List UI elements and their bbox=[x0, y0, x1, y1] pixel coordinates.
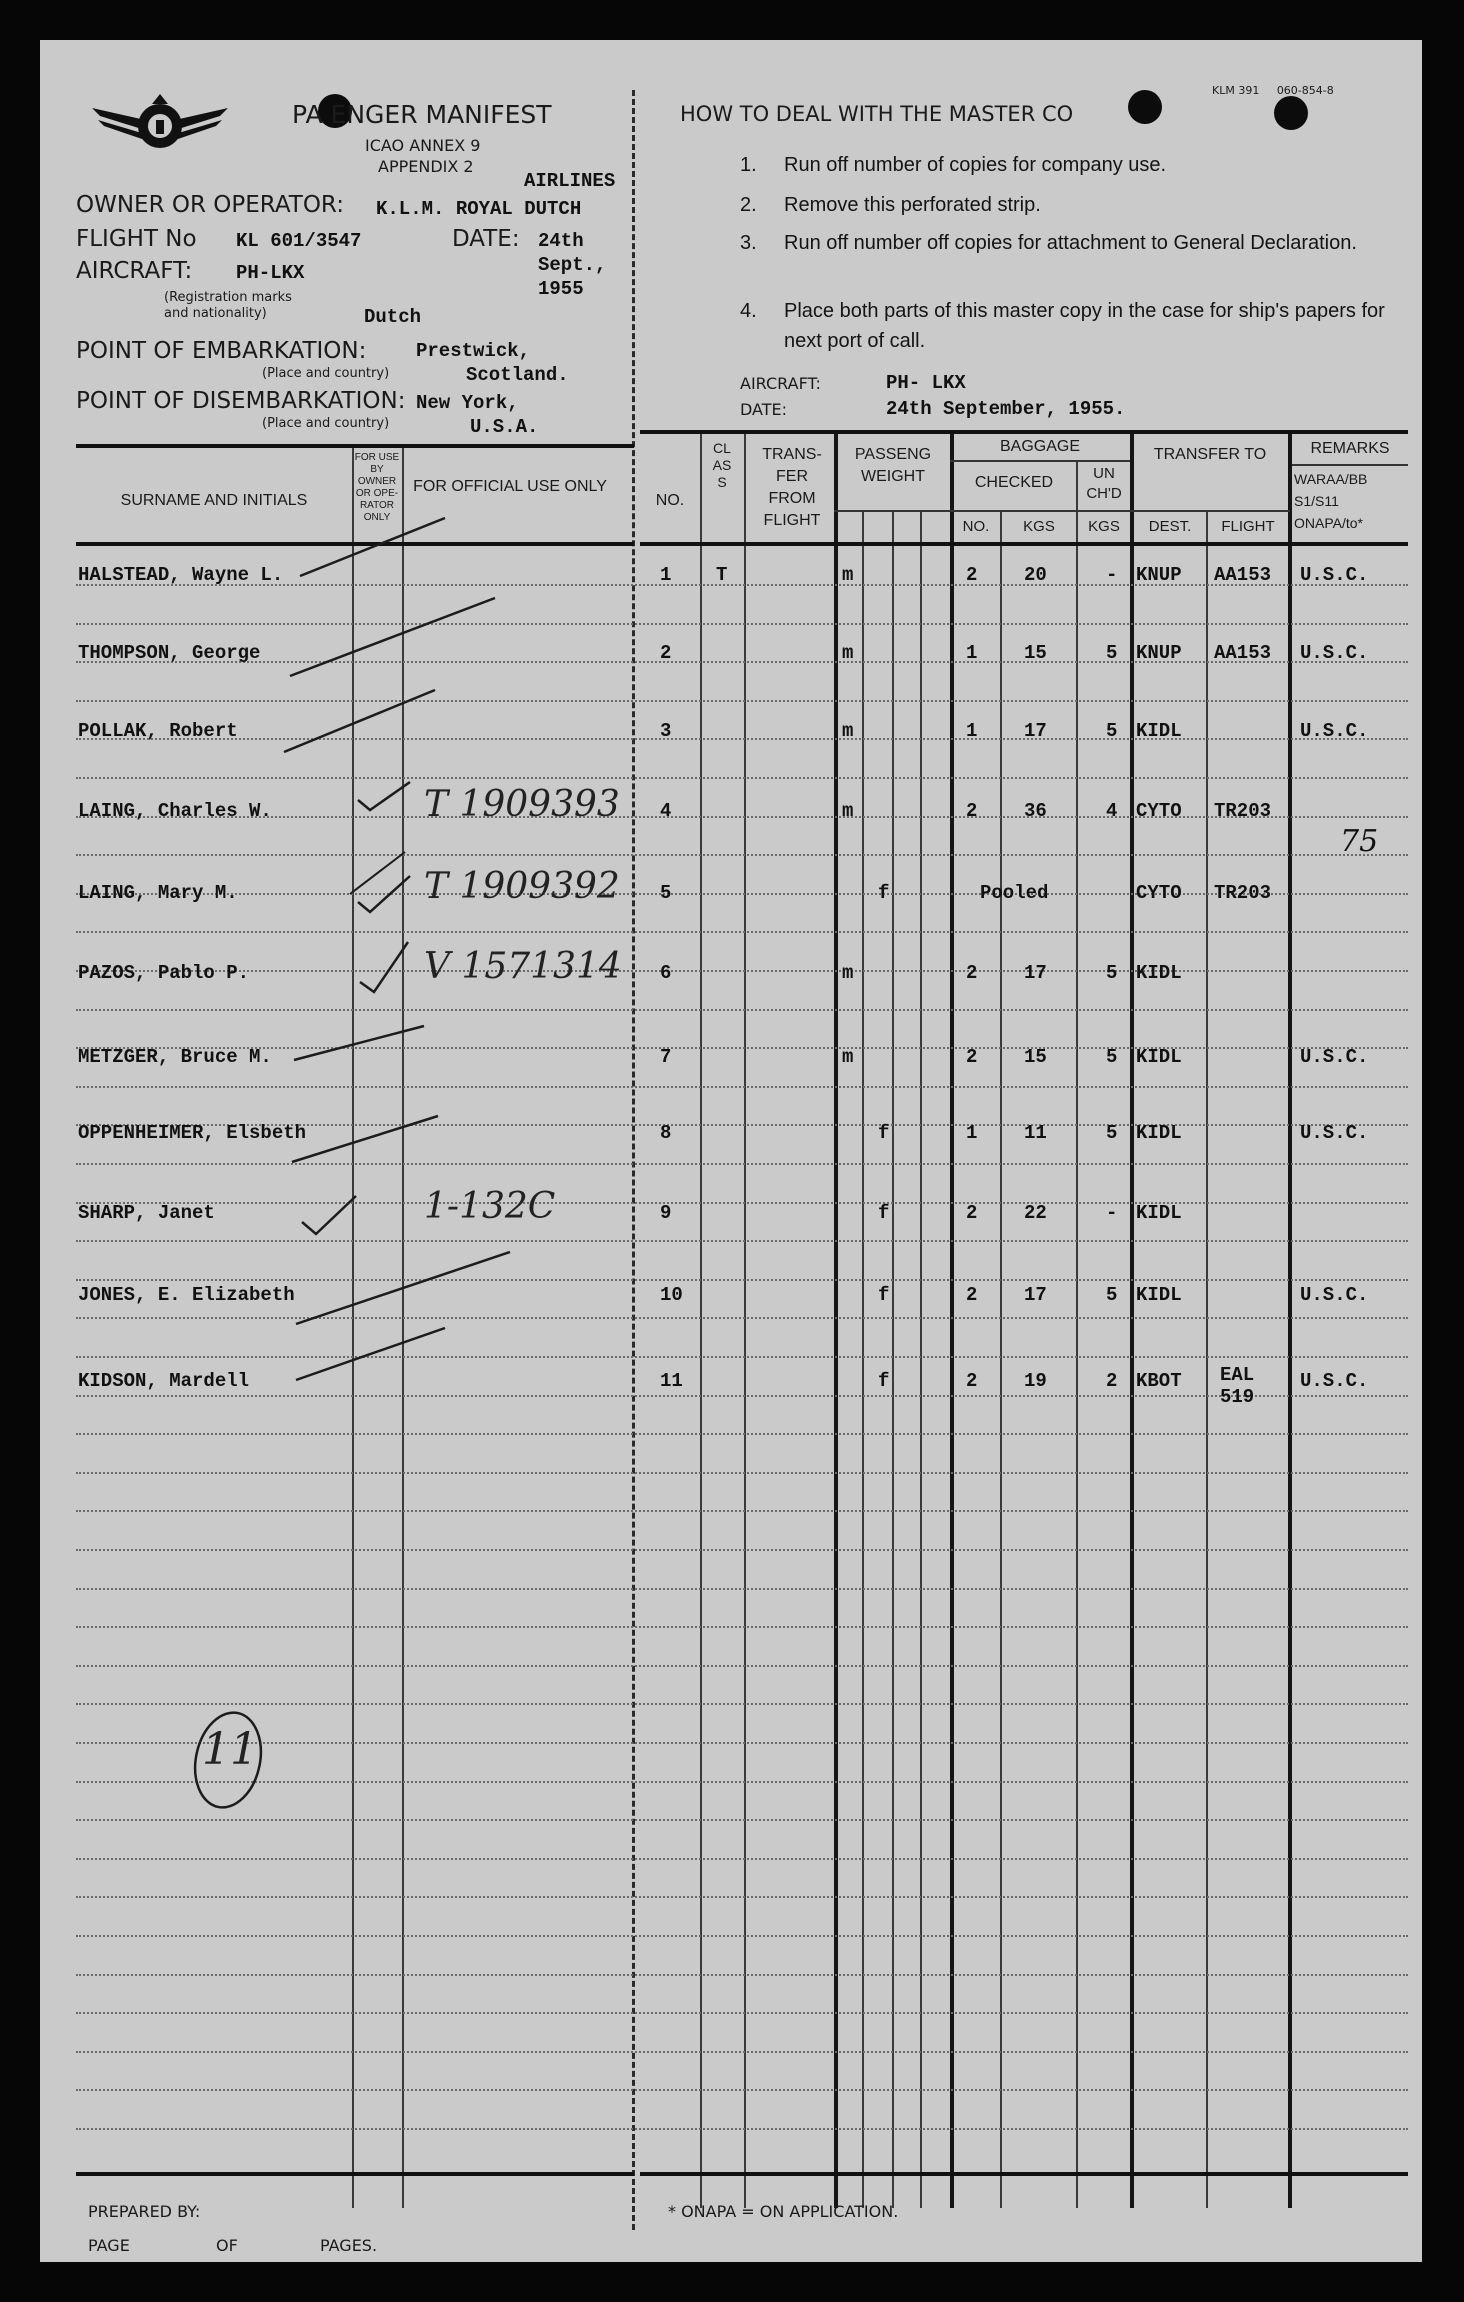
sex-value: m bbox=[842, 1046, 854, 1068]
tick-marks bbox=[40, 40, 1422, 2262]
transfer-dest: KNUP bbox=[1136, 642, 1182, 664]
disembarkation-place-note: (Place and country) bbox=[262, 416, 390, 431]
form-title: PA ENGER MANIFEST bbox=[292, 100, 552, 129]
appendix-label: APPENDIX 2 bbox=[378, 157, 474, 176]
bag-count: 2 bbox=[966, 1046, 978, 1068]
passenger-name: HALSTEAD, Wayne L. bbox=[78, 564, 284, 586]
transfer-flight: TR203 bbox=[1214, 800, 1272, 822]
bag-kgs: 17 bbox=[1024, 720, 1047, 742]
manifest-page bbox=[40, 40, 1422, 2262]
master-aircraft-label: AIRCRAFT: bbox=[740, 374, 821, 393]
sex-value: m bbox=[842, 800, 854, 822]
unchecked-kgs: 5 bbox=[1106, 1284, 1118, 1306]
bag-kgs: 19 bbox=[1024, 1370, 1047, 1392]
instruction-text-4: Place both parts of this master copy in the case for ship's papers for next port of call. bbox=[784, 300, 1385, 352]
bag-kgs: 17 bbox=[1024, 1284, 1047, 1306]
unchecked-kgs: 2 bbox=[1106, 1370, 1118, 1392]
bag-count: Pooled bbox=[980, 882, 1049, 904]
date-value-3: 1955 bbox=[538, 278, 584, 300]
unchecked-kgs: 4 bbox=[1106, 800, 1118, 822]
class-value: T bbox=[716, 564, 728, 586]
col-header-flight: FLIGHT bbox=[1221, 518, 1275, 535]
master-date-value: 24th September, 1955. bbox=[886, 398, 1126, 420]
bag-kgs: 11 bbox=[1024, 1122, 1047, 1144]
table-bottom-rule-right bbox=[640, 2172, 1408, 2176]
bag-kgs: 17 bbox=[1024, 962, 1047, 984]
row-number: 4 bbox=[660, 800, 672, 822]
passenger-count-circle: 11 bbox=[202, 1724, 258, 1775]
remarks-value: U.S.C. bbox=[1300, 642, 1369, 664]
bag-count: 1 bbox=[966, 642, 978, 664]
bag-kgs: 15 bbox=[1024, 642, 1047, 664]
sex-value: f bbox=[878, 882, 890, 904]
page-label: PAGE bbox=[88, 2236, 130, 2255]
transfer-dest: CYTO bbox=[1136, 800, 1182, 822]
passenger-name: PAZOS, Pablo P. bbox=[78, 962, 250, 984]
sex-value: f bbox=[878, 1122, 890, 1144]
remarks-value: U.S.C. bbox=[1300, 564, 1369, 586]
table-bottom-rule-left bbox=[76, 2172, 634, 2176]
passenger-name: LAING, Charles W. bbox=[78, 800, 272, 822]
form-code: KLM 391 060-854-8 bbox=[1212, 84, 1334, 97]
owner-label: OWNER OR OPERATOR: bbox=[76, 192, 344, 218]
passenger-name: OPPENHEIMER, Elsbeth bbox=[78, 1122, 307, 1144]
registration-note-1: (Registration marks bbox=[164, 290, 292, 305]
transfer-flight: AA153 bbox=[1214, 642, 1272, 664]
remarks-value: 75 bbox=[1340, 824, 1379, 859]
disembarkation-value-2: U.S.A. bbox=[470, 416, 539, 438]
instruction-num-2: 2. bbox=[740, 194, 757, 216]
official-use-entry: T 1909393 bbox=[424, 784, 620, 825]
unchecked-kgs: - bbox=[1106, 564, 1118, 586]
unchecked-kgs: 5 bbox=[1106, 642, 1118, 664]
instruction-num-4: 4. bbox=[740, 300, 757, 322]
transfer-dest: KIDL bbox=[1136, 1046, 1182, 1068]
remarks-value: U.S.C. bbox=[1300, 1122, 1369, 1144]
pages-label: PAGES. bbox=[320, 2236, 378, 2255]
master-aircraft-value: PH- LKX bbox=[886, 372, 966, 394]
remarks-value: U.S.C. bbox=[1300, 720, 1369, 742]
row-number: 9 bbox=[660, 1202, 672, 1224]
row-number: 2 bbox=[660, 642, 672, 664]
onapa-note: * ONAPA = ON APPLICATION. bbox=[668, 2202, 899, 2221]
of-label: OF bbox=[216, 2236, 238, 2255]
col-header-transfer-from: TRANS-FER FROM FLIGHT bbox=[762, 446, 822, 529]
sex-value: m bbox=[842, 720, 854, 742]
row-number: 7 bbox=[660, 1046, 672, 1068]
transfer-dest: KIDL bbox=[1136, 962, 1182, 984]
col-header-surname: SURNAME AND INITIALS bbox=[120, 492, 308, 509]
row-number: 6 bbox=[660, 962, 672, 984]
remarks-value: U.S.C. bbox=[1300, 1284, 1369, 1306]
col-header-passeng-weight: PASSENG WEIGHT bbox=[854, 446, 932, 485]
col-header-class: CLASS bbox=[712, 440, 732, 490]
airline-name-1: K.L.M. ROYAL DUTCH bbox=[376, 198, 582, 220]
col-header-checked: CHECKED bbox=[974, 474, 1054, 491]
master-date-label: DATE: bbox=[740, 400, 788, 419]
remarks-value: U.S.C. bbox=[1300, 1046, 1369, 1068]
col-header-no: NO. bbox=[655, 492, 685, 509]
unchecked-kgs: 5 bbox=[1106, 1046, 1118, 1068]
col-header-remarks: REMARKS bbox=[1310, 440, 1390, 457]
instruction-text-2: Remove this perforated strip. bbox=[784, 194, 1041, 216]
col-header-unchd: UN CH'D bbox=[1086, 465, 1122, 502]
airline-name-2: AIRLINES bbox=[524, 170, 616, 192]
prepared-by-label: PREPARED BY: bbox=[88, 2202, 201, 2221]
row-number: 3 bbox=[660, 720, 672, 742]
transfer-dest: KIDL bbox=[1136, 1202, 1182, 1224]
col-header-remarks-sub: WARAA/BB S1/S11 ONAPA/to* bbox=[1294, 471, 1368, 531]
col-header-baggage: BAGGAGE bbox=[999, 438, 1081, 455]
col-header-kgs: KGS bbox=[1023, 518, 1055, 535]
unchecked-kgs: 5 bbox=[1106, 962, 1118, 984]
unchecked-kgs: 5 bbox=[1106, 1122, 1118, 1144]
sex-value: m bbox=[842, 564, 854, 586]
col-header-bag-no: NO. bbox=[962, 518, 990, 535]
embarkation-place-note: (Place and country) bbox=[262, 366, 390, 381]
col-header-for-use: FOR USE BY OWNER OR OPE-RATOR ONLY bbox=[354, 452, 400, 523]
official-use-entry: V 1571314 bbox=[424, 946, 622, 987]
transfer-dest: KNUP bbox=[1136, 564, 1182, 586]
col-header-dest: DEST. bbox=[1148, 518, 1192, 535]
annex-label: ICAO ANNEX 9 bbox=[365, 136, 481, 155]
master-title: HOW TO DEAL WITH THE MASTER CO bbox=[680, 102, 1074, 126]
flight-no-value: KL 601/3547 bbox=[236, 230, 362, 252]
embarkation-value-1: Prestwick, bbox=[416, 340, 531, 362]
unchecked-kgs: 5 bbox=[1106, 720, 1118, 742]
col-header-kgs-unchd: KGS bbox=[1088, 518, 1120, 535]
disembarkation-value-1: New York, bbox=[416, 392, 519, 414]
instruction-num-3: 3. bbox=[740, 232, 757, 254]
transfer-flight: EAL 519 bbox=[1220, 1364, 1255, 1408]
row-number: 10 bbox=[660, 1284, 683, 1306]
transfer-dest: KBOT bbox=[1136, 1370, 1182, 1392]
col-header-official: FOR OFFICIAL USE ONLY bbox=[413, 478, 607, 495]
sex-value: m bbox=[842, 962, 854, 984]
row-number: 8 bbox=[660, 1122, 672, 1144]
transfer-dest: CYTO bbox=[1136, 882, 1182, 904]
transfer-flight: TR203 bbox=[1214, 882, 1272, 904]
transfer-dest: KIDL bbox=[1136, 1284, 1182, 1306]
bag-kgs: 36 bbox=[1024, 800, 1047, 822]
date-label: DATE: bbox=[452, 226, 520, 252]
instruction-text-1: Run off number of copies for company use. bbox=[784, 154, 1167, 176]
row-number: 5 bbox=[660, 882, 672, 904]
unchecked-kgs: - bbox=[1106, 1202, 1118, 1224]
passenger-name: KIDSON, Mardell bbox=[78, 1370, 250, 1392]
remarks-value: U.S.C. bbox=[1300, 1370, 1369, 1392]
bag-kgs: 20 bbox=[1024, 564, 1047, 586]
transfer-flight: AA153 bbox=[1214, 564, 1272, 586]
bag-count: 2 bbox=[966, 1284, 978, 1306]
official-use-entry: T 1909392 bbox=[424, 866, 620, 907]
passenger-name: SHARP, Janet bbox=[78, 1202, 215, 1224]
sex-value: m bbox=[842, 642, 854, 664]
bag-count: 2 bbox=[966, 564, 978, 586]
passenger-name: LAING, Mary M. bbox=[78, 882, 238, 904]
passenger-name: JONES, E. Elizabeth bbox=[78, 1284, 295, 1306]
passenger-name: POLLAK, Robert bbox=[78, 720, 238, 742]
row-number: 11 bbox=[660, 1370, 683, 1392]
embarkation-value-2: Scotland. bbox=[466, 364, 569, 386]
disembarkation-label: POINT OF DISEMBARKATION: bbox=[76, 388, 406, 414]
registration-note-2: and nationality) bbox=[164, 306, 267, 321]
passenger-name: METZGER, Bruce M. bbox=[78, 1046, 272, 1068]
bag-count: 2 bbox=[966, 1202, 978, 1224]
embarkation-label: POINT OF EMBARKATION: bbox=[76, 338, 367, 364]
date-value-2: Sept., bbox=[538, 254, 607, 276]
bag-count: 1 bbox=[966, 1122, 978, 1144]
aircraft-value: PH-LKX bbox=[236, 262, 305, 284]
transfer-dest: KIDL bbox=[1136, 1122, 1182, 1144]
bag-kgs: 15 bbox=[1024, 1046, 1047, 1068]
bag-count: 1 bbox=[966, 720, 978, 742]
transfer-dest: KIDL bbox=[1136, 720, 1182, 742]
bag-kgs: 22 bbox=[1024, 1202, 1047, 1224]
col-header-transfer-to: TRANSFER TO bbox=[1153, 446, 1267, 463]
sex-value: f bbox=[878, 1370, 890, 1392]
date-value-1: 24th bbox=[538, 230, 584, 252]
bag-count: 2 bbox=[966, 962, 978, 984]
flight-no-label: FLIGHT No bbox=[76, 226, 197, 252]
instruction-text-3: Run off number off copies for attachment to General Declaration. bbox=[784, 232, 1357, 254]
nationality-value: Dutch bbox=[364, 306, 422, 328]
instruction-num-1: 1. bbox=[740, 154, 757, 176]
bag-count: 2 bbox=[966, 800, 978, 822]
sex-value: f bbox=[878, 1202, 890, 1224]
passenger-name: THOMPSON, George bbox=[78, 642, 261, 664]
sex-value: f bbox=[878, 1284, 890, 1306]
aircraft-label: AIRCRAFT: bbox=[76, 258, 193, 284]
official-use-entry: 1-132C bbox=[424, 1186, 556, 1227]
row-number: 1 bbox=[660, 564, 672, 586]
bag-count: 2 bbox=[966, 1370, 978, 1392]
